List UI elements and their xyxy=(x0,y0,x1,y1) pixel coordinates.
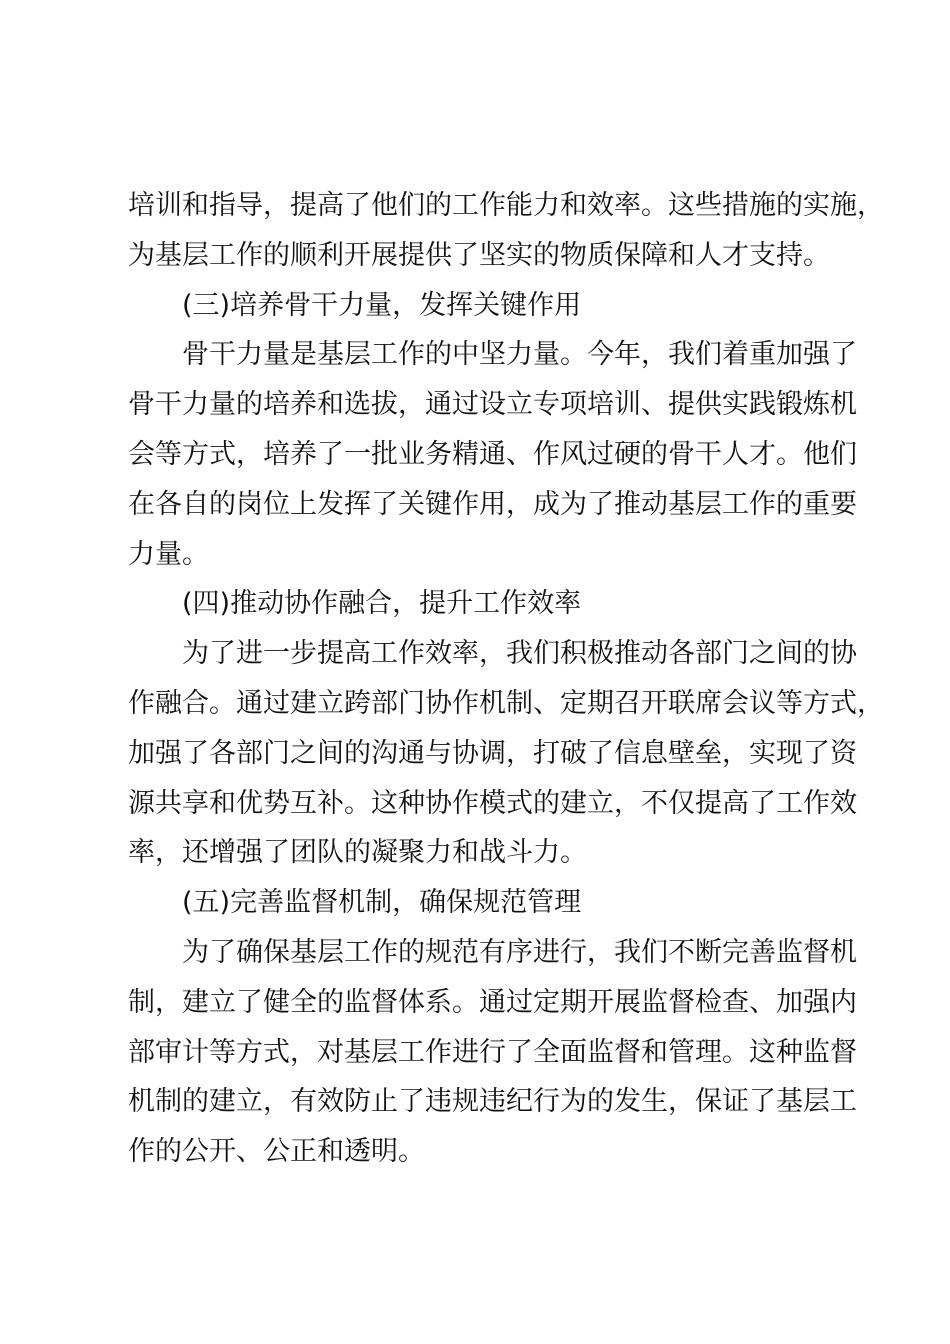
text-line: 作的公开、公正和透明。 xyxy=(128,1136,425,1168)
text-line: 作融合。通过建立跨部门协作机制、定期召开联席会议等方式， xyxy=(128,687,884,719)
text-line: 为了确保基层工作的规范有序进行，我们不断完善监督机 xyxy=(182,936,857,968)
body-text xyxy=(128,181,884,1177)
text-line: 培训和指导，提高了他们的工作能力和效率。这些措施的实施， xyxy=(128,190,884,221)
text-line: 力量。 xyxy=(128,538,209,570)
text-line: 部审计等方式，对基层工作进行了全面监督和管理。这种监督 xyxy=(128,1036,857,1068)
text-line: 在各自的岗位上发挥了关键作用，成为了推动基层工作的重要 xyxy=(128,488,857,520)
section-heading-4: (四)推动协作融合，提升工作效率 xyxy=(182,588,582,620)
section-heading-3: (三)培养骨干力量，发挥关键作用 xyxy=(182,289,582,321)
text-line: 会等方式，培养了一批业务精通、作风过硬的骨干人才。他们 xyxy=(128,438,857,470)
text-line: 率，还增强了团队的凝聚力和战斗力。 xyxy=(128,837,587,869)
text-line: 骨干力量是基层工作的中坚力量。今年，我们着重加强了 xyxy=(182,339,857,371)
text-line: 为了进一步提高工作效率，我们积极推动各部门之间的协 xyxy=(182,638,857,670)
text-line: 骨干力量的培养和选拔，通过设立专项培训、提供实践锻炼机 xyxy=(128,389,857,421)
text-line: 为基层工作的顺利开展提供了坚实的物质保障和人才支持。 xyxy=(128,239,830,271)
text-line: 加强了各部门之间的沟通与协调，打破了信息壁垒，实现了资 xyxy=(128,737,857,769)
section-heading-5: (五)完善监督机制，确保规范管理 xyxy=(182,887,582,919)
text-line: 机制的建立，有效防止了违规违纪行为的发生，保证了基层工 xyxy=(128,1086,857,1118)
text-line: 制，建立了健全的监督体系。通过定期开展监督检查、加强内 xyxy=(128,986,857,1018)
text-line: 源共享和优势互补。这种协作模式的建立，不仅提高了工作效 xyxy=(128,787,857,819)
